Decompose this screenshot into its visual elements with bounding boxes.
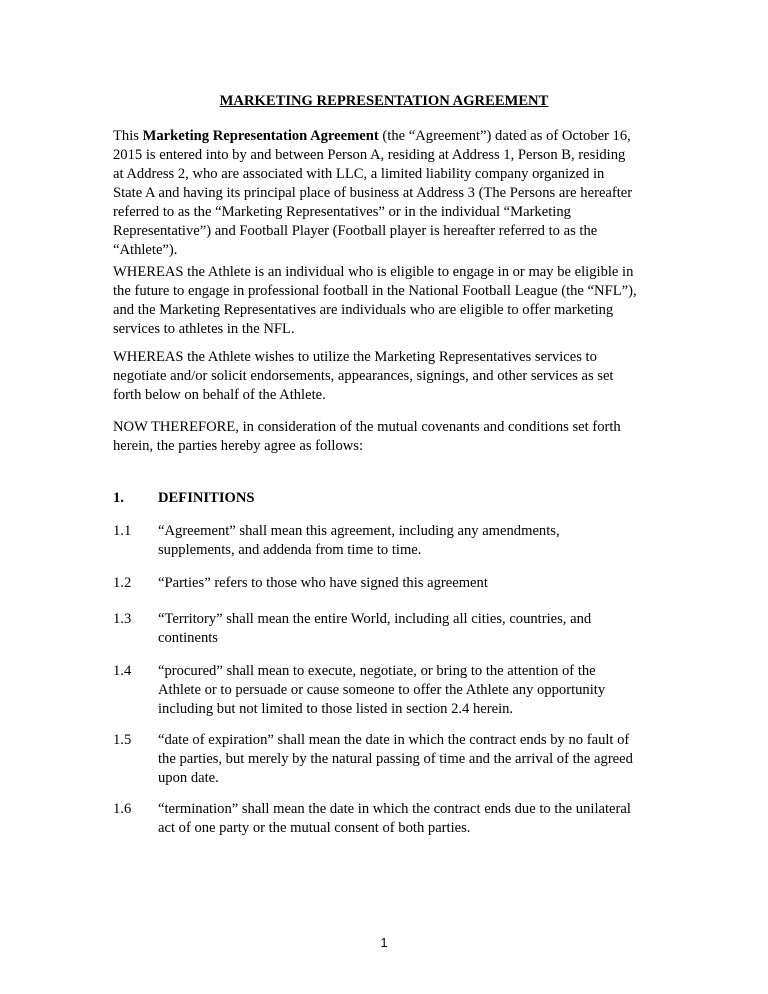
now-therefore-line: NOW THEREFORE, in consideration of the mutual covenants and conditions set forth — [113, 419, 621, 435]
page-number: 1 — [380, 935, 388, 950]
definition-line: Athlete or to persuade or cause someone to offer the Athlete any opportunity — [158, 682, 606, 698]
whereas1-line: and the Marketing Representatives are individuals who are eligible to offer marketing — [113, 302, 614, 318]
section-title: DEFINITIONS — [158, 490, 255, 506]
definition-text — [158, 610, 658, 648]
definition-line: “termination” shall mean the date in which the contract ends due to the unilateral — [158, 801, 631, 817]
definition-line: “Territory” shall mean the entire World, including all cities, countries, and — [158, 611, 592, 627]
definition-line: “Parties” refers to those who have signed this agreement — [158, 575, 488, 591]
definition-line: upon date. — [158, 770, 219, 786]
definition-text — [158, 522, 658, 560]
now-therefore-paragraph — [113, 418, 658, 456]
section-number: 1. — [113, 490, 124, 506]
definition-text — [158, 662, 658, 719]
whereas2-line: WHEREAS the Athlete wishes to utilize the Marketing Representatives services to — [113, 349, 597, 365]
document-title: MARKETING REPRESENTATION AGREEMENT — [219, 93, 549, 109]
whereas2-line: negotiate and/or solicit endorsements, appearances, signings, and other services as set — [113, 368, 614, 384]
definition-number: 1.3 — [113, 611, 132, 627]
intro-line1-rest: (the “Agreement”) dated as of October 16, — [378, 128, 631, 144]
definition-line: supplements, and addenda from time to time. — [158, 542, 422, 558]
intro-line: Representative”) and Football Player (Football player is hereafter referred to as the — [113, 223, 598, 239]
definition-line: continents — [158, 630, 218, 646]
whereas1-line: the future to engage in professional football in the National Football League (the “NFL”), — [113, 283, 637, 299]
intro-line: 2015 is entered into by and between Person A, residing at Address 1, Person B, residing — [113, 147, 626, 163]
definition-number: 1.4 — [113, 663, 132, 679]
definition-text — [158, 731, 658, 788]
definition-line: act of one party or the mutual consent of both parties. — [158, 820, 471, 836]
definition-number: 1.5 — [113, 732, 132, 748]
definition-line: including but not limited to those listed in section 2.4 herein. — [158, 701, 514, 717]
whereas-paragraph-1 — [113, 263, 658, 339]
whereas1-line: WHEREAS the Athlete is an individual who is eligible to engage in or may be eligible in — [113, 264, 634, 280]
definition-number: 1.2 — [113, 575, 132, 591]
intro-lead: This — [113, 128, 143, 144]
definition-line: the parties, but merely by the natural passing of time and the arrival of the agreed — [158, 751, 633, 767]
intro-paragraph — [113, 127, 658, 260]
definition-line: “date of expiration” shall mean the date in which the contract ends by no fault of — [158, 732, 630, 748]
section-heading — [113, 489, 658, 508]
whereas2-line: forth below on behalf of the Athlete. — [113, 387, 326, 403]
intro-line: State A and having its principal place of business at Address 3 (The Persons are hereafter — [113, 185, 633, 201]
intro-line: at Address 2, who are associated with LLC, a limited liability company organized in — [113, 166, 605, 182]
definition-number: 1.6 — [113, 801, 132, 817]
definition-text — [158, 800, 658, 838]
intro-line: referred to as the “Marketing Representatives” or in the individual “Marketing — [113, 204, 571, 220]
intro-line: “Athlete”). — [113, 242, 178, 258]
definition-text — [158, 574, 658, 593]
agreement-bold-term: Marketing Representation Agreement — [142, 128, 379, 144]
now-therefore-line: herein, the parties hereby agree as follows: — [113, 438, 364, 454]
whereas-paragraph-2 — [113, 348, 658, 405]
whereas1-line: services to athletes in the NFL. — [113, 321, 295, 337]
definition-line: “procured” shall mean to execute, negotiate, or bring to the attention of the — [158, 663, 596, 679]
intro-line-1 — [113, 127, 658, 146]
definition-number: 1.1 — [113, 523, 132, 539]
definition-line: “Agreement” shall mean this agreement, including any amendments, — [158, 523, 560, 539]
